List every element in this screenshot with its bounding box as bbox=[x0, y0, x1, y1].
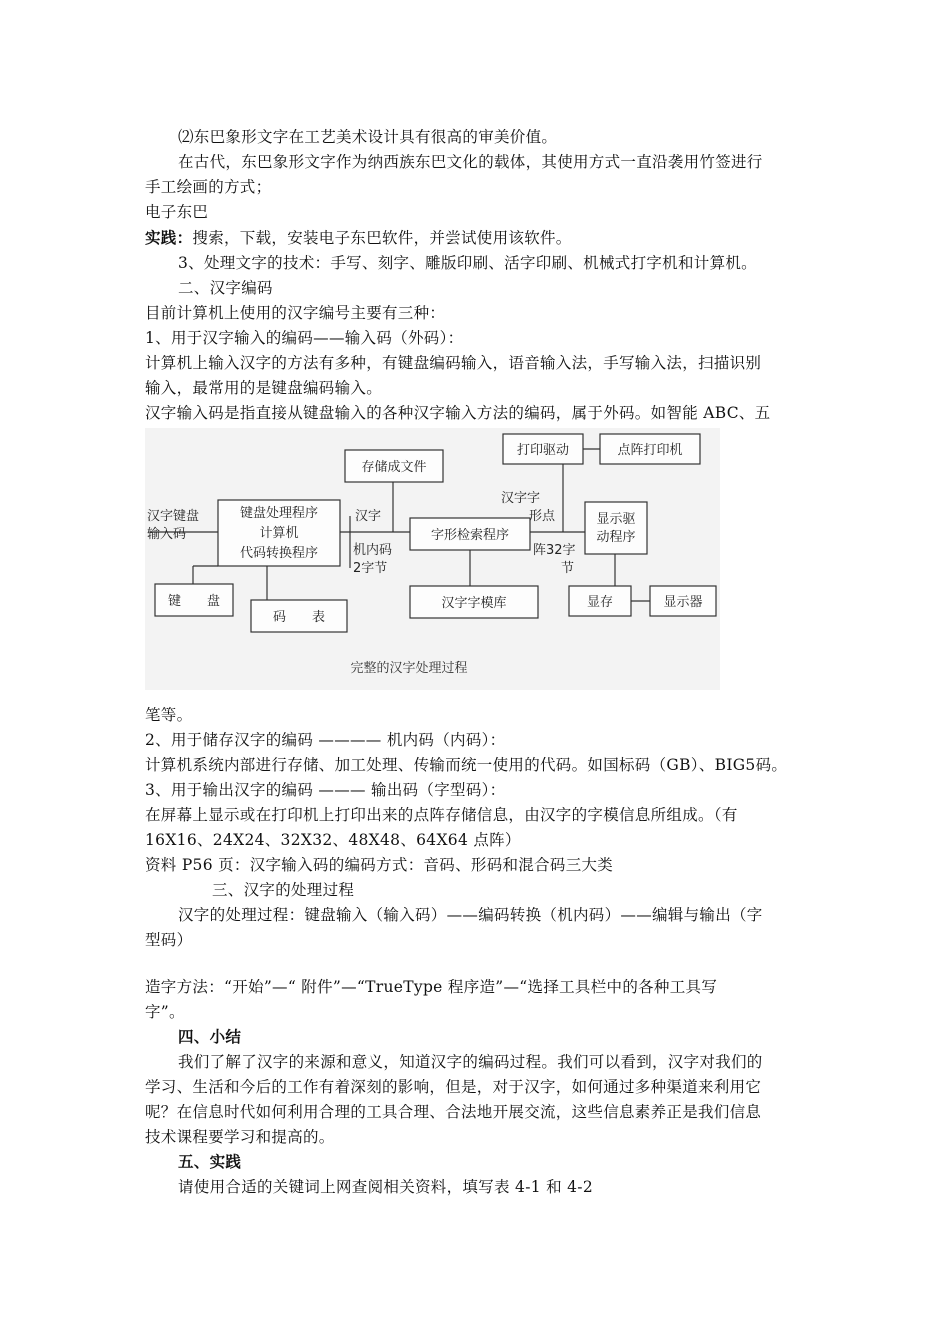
kbd-input-label-2: 输入码 bbox=[147, 527, 187, 542]
font-lib-label: 汉字字模库 bbox=[441, 596, 507, 611]
matrix-label-2: 节 bbox=[561, 561, 575, 576]
paragraph-line: 学习、生活和今后的工作有着深刻的影响，但是，对于汉字，如何通过多种渠道来利用它 bbox=[145, 1078, 762, 1096]
paragraph-line: 手工绘画的方式； bbox=[145, 178, 272, 196]
hanzi-processing-diagram bbox=[145, 428, 720, 690]
print-driver-label: 打印驱动 bbox=[516, 443, 570, 458]
matrix-label-1: 阵32字 bbox=[533, 543, 576, 558]
practice-line bbox=[145, 226, 572, 250]
section-heading: 二、汉字编码 bbox=[178, 279, 273, 297]
practice-text: 搜索，下载，安装电子东巴软件，并尝试使用该软件。 bbox=[192, 229, 572, 247]
diagram-caption: 完整的汉字处理过程 bbox=[350, 661, 468, 676]
glyph-search-label: 字形检索程序 bbox=[430, 528, 510, 543]
section-heading: 五、实践 bbox=[178, 1152, 242, 1171]
paragraph-line: 计算机系统内部进行存储、加工处理、传输而统一使用的代码。如国标码（GB）、BIG5码。 bbox=[145, 756, 788, 774]
paragraph-line: 请使用合适的关键词上网查阅相关资料，填写表 4-1 和 4-2 bbox=[178, 1178, 594, 1196]
kbd-proc-label-3: 代码转换程序 bbox=[239, 546, 319, 561]
paragraph-line: 汉字的处理过程：键盘输入（输入码）——编码转换（机内码）——编辑与输出（字 bbox=[178, 906, 763, 924]
paragraph-line: 16X16、24X24、32X32、48X48、64X64 点阵） bbox=[145, 831, 521, 849]
practice-label: 实践： bbox=[145, 228, 193, 247]
vram-label: 显存 bbox=[586, 595, 614, 610]
inner-code-label-1: 机内码 bbox=[353, 543, 393, 558]
paragraph-line: 2、用于储存汉字的编码 ———— 机内码（内码）： bbox=[145, 731, 506, 749]
kbd-proc-label-1: 键盘处理程序 bbox=[239, 506, 319, 521]
paragraph-line: 电子东巴 bbox=[145, 203, 209, 221]
display-driver-label-1: 显示驱 bbox=[596, 512, 636, 527]
paragraph-line: 笔等。 bbox=[145, 706, 193, 724]
paragraph-line: 字”。 bbox=[145, 1003, 185, 1021]
glyph-label-2: 形点 bbox=[529, 509, 556, 524]
display-driver-box bbox=[585, 502, 647, 554]
display-driver-label-2: 动程序 bbox=[596, 530, 636, 545]
paragraph-line: ⑵东巴象形文字在工艺美术设计具有很高的审美价值。 bbox=[178, 128, 558, 146]
paragraph-line: 1、用于汉字输入的编码——输入码（外码）： bbox=[145, 329, 464, 347]
paragraph-line: 在屏幕上显示或在打印机上打印出来的点阵存储信息，由汉字的字模信息所组成。（有 bbox=[145, 806, 738, 824]
display-label: 显示器 bbox=[663, 595, 703, 610]
inner-code-label-2: 2字节 bbox=[353, 561, 388, 576]
hanzi-label: 汉字 bbox=[355, 509, 382, 524]
kbd-input-label-1: 汉字键盘 bbox=[147, 509, 200, 524]
paragraph-line: 资料 P56 页：汉字输入码的编码方式：音码、形码和混合码三大类 bbox=[145, 856, 614, 874]
glyph-label-1: 汉字字 bbox=[501, 491, 541, 506]
section-heading: 三、汉字的处理过程 bbox=[212, 881, 355, 899]
code-table-label: 码 表 bbox=[272, 610, 326, 625]
file-box-label: 存储成文件 bbox=[361, 460, 427, 475]
section-heading: 四、小结 bbox=[178, 1027, 242, 1046]
paragraph-line: 在古代，东巴象形文字作为纳西族东巴文化的载体，其使用方式一直沿袭用竹签进行 bbox=[178, 153, 763, 171]
paragraph-line: 我们了解了汉字的来源和意义，知道汉字的编码过程。我们可以看到，汉字对我们的 bbox=[178, 1053, 763, 1071]
paragraph-line: 输入，最常用的是键盘编码输入。 bbox=[145, 379, 383, 397]
paragraph-line: 型码） bbox=[145, 931, 193, 949]
paragraph-line: 3、用于输出汉字的编码 ——— 输出码（字型码）： bbox=[145, 781, 506, 799]
paragraph-line: 目前计算机上使用的汉字编号主要有三种： bbox=[145, 304, 446, 322]
paragraph-line: 呢？在信息时代如何利用合理的工具合理、合法地开展交流，这些信息素养正是我们信息 bbox=[145, 1103, 762, 1121]
paragraph-line: 计算机上输入汉字的方法有多种，有键盘编码输入，语音输入法，手写输入法，扫描识别 bbox=[145, 354, 762, 372]
paragraph-line: 造字方法：“开始”—“ 附件”—“TrueType 程序造”—“选择工具栏中的各种工具写 bbox=[145, 978, 718, 996]
paragraph-line: 技术课程要学习和提高的。 bbox=[145, 1128, 335, 1146]
keyboard-label: 键 盘 bbox=[167, 594, 221, 609]
paragraph-line: 汉字输入码是指直接从键盘输入的各种汉字输入方法的编码，属于外码。如智能 ABC、五 bbox=[145, 404, 771, 422]
paragraph-line: 3、处理文字的技术：手写、刻字、雕版印刷、活字印刷、机械式打字机和计算机。 bbox=[178, 254, 757, 272]
kbd-proc-label-2: 计算机 bbox=[259, 526, 299, 541]
dot-printer-label: 点阵打印机 bbox=[617, 443, 683, 458]
